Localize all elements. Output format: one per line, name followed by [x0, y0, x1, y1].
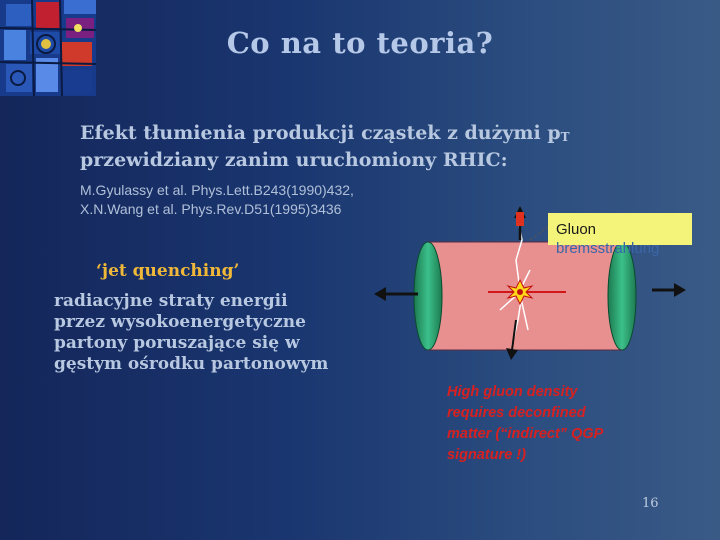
- left-cap: [414, 242, 442, 350]
- intro-text: [80, 122, 680, 172]
- reference-1: M.Gyulassy et al. Phys.Lett.B243(1990)432,: [80, 182, 354, 198]
- note-line-1: High gluon density: [447, 384, 578, 400]
- references: [80, 181, 354, 219]
- jet-quenching-description: [54, 291, 394, 375]
- left-jet-arrow: [374, 287, 418, 301]
- high-gluon-density-note: [447, 382, 667, 466]
- intro-line-2: przewidziany zanim uruchomiony RHIC:: [80, 149, 508, 171]
- jet-quenching-heading: ‘jet quenching’: [96, 261, 240, 281]
- note-line-2: requires deconfined: [447, 405, 586, 421]
- gluon-label-line-2: bremsstrahlung: [556, 240, 660, 257]
- page-number: 16: [642, 496, 659, 511]
- description-line-1: radiacyjne straty energii: [54, 291, 288, 311]
- gluon-label-line-1: Gluon: [556, 221, 597, 238]
- gluon-bremsstrahlung-label: [556, 220, 659, 258]
- intro-line-1: Efekt tłumienia produkcji cząstek z dużymi $p_T$: [80, 122, 570, 144]
- right-cap: [608, 242, 636, 350]
- reference-2: X.N.Wang et al. Phys.Rev.D51(1995)3436: [80, 201, 342, 217]
- description-line-4: gęstym ośrodku partonowym: [54, 354, 329, 374]
- description-line-2: przez wysokoenergetyczne: [54, 312, 306, 332]
- description-line-3: partony poruszające się w: [54, 333, 300, 353]
- note-line-3: matter (“indirect” QGP: [447, 426, 604, 442]
- right-jet-arrow: [652, 283, 686, 297]
- slide-title: Co na to teoria?: [226, 26, 494, 60]
- pt-subscript: T: [560, 130, 570, 144]
- gluon-marker: [516, 212, 524, 226]
- note-line-4: signature !): [447, 447, 526, 463]
